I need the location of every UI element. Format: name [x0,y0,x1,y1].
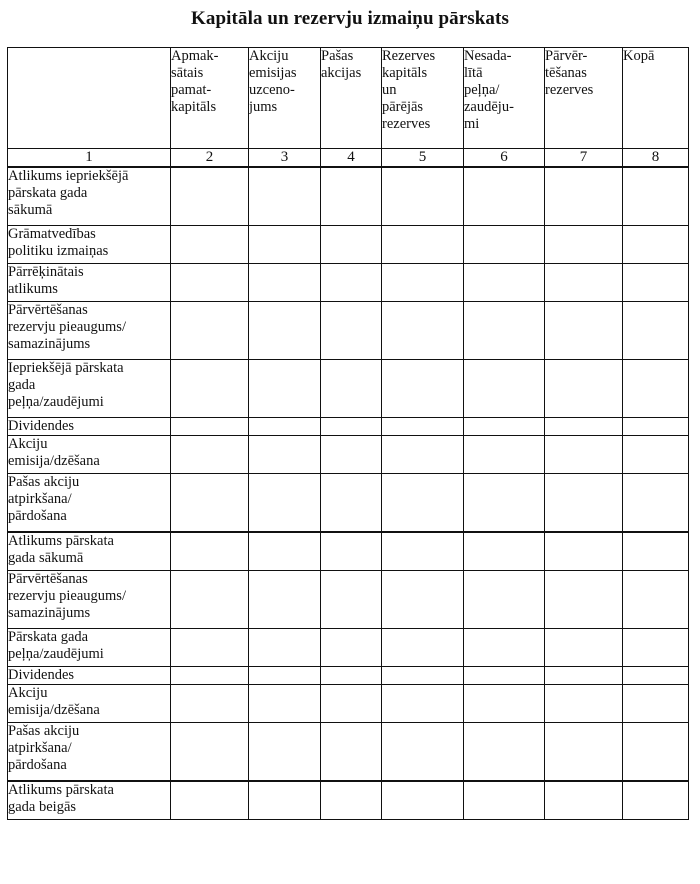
column-header-label-3: Akciju emisijas uzceno- jums [249,48,297,115]
column-number-row [8,149,689,168]
column-header-2 [171,48,249,149]
value-cell[interactable] [321,436,382,474]
value-cell[interactable] [321,532,382,571]
row-label: Atlikums pārskata gada beigās [8,782,114,815]
value-cell[interactable] [623,302,689,360]
column-number-4: 4 [321,149,382,168]
row-label-cell [8,629,171,667]
row-label-cell [8,436,171,474]
value-cell[interactable] [545,781,623,820]
value-cell[interactable] [171,436,249,474]
value-cell[interactable] [321,418,382,436]
value-cell[interactable] [382,360,464,418]
value-cell[interactable] [382,685,464,723]
value-cell[interactable] [171,571,249,629]
value-cell[interactable] [249,723,321,782]
value-cell[interactable] [321,685,382,723]
table-row [8,667,689,685]
value-cell[interactable] [545,532,623,571]
value-cell[interactable] [249,302,321,360]
value-cell[interactable] [623,723,689,782]
value-cell[interactable] [545,571,623,629]
row-label-cell [8,302,171,360]
value-cell[interactable] [171,685,249,723]
value-cell[interactable] [545,723,623,782]
value-cell[interactable] [464,474,545,533]
value-cell[interactable] [382,532,464,571]
value-cell[interactable] [171,629,249,667]
value-cell[interactable] [382,723,464,782]
column-number-7: 7 [545,149,623,168]
row-label: Pārvērtēšanas rezervju pieaugums/ samazinājums [8,571,126,621]
value-cell[interactable] [249,781,321,820]
value-cell[interactable] [249,532,321,571]
row-label: Dividendes [8,418,75,434]
value-cell[interactable] [623,781,689,820]
value-cell[interactable] [545,436,623,474]
value-cell[interactable] [464,302,545,360]
value-cell[interactable] [321,360,382,418]
table-row [8,474,689,533]
column-header-7 [545,48,623,149]
value-cell[interactable] [545,226,623,264]
table-row [8,436,689,474]
table-row [8,360,689,418]
row-label: Dividendes [8,667,75,683]
row-label: Grāmatvedības politiku izmaiņas [8,226,109,259]
value-cell[interactable] [623,474,689,533]
value-cell[interactable] [623,360,689,418]
column-number-1: 1 [8,149,171,168]
value-cell[interactable] [623,629,689,667]
row-label-cell [8,685,171,723]
value-cell[interactable] [545,360,623,418]
table-row [8,532,689,571]
value-cell[interactable] [464,723,545,782]
value-cell[interactable] [171,781,249,820]
row-label-cell [8,723,171,782]
table-row [8,264,689,302]
column-header-3 [249,48,321,149]
column-number-3: 3 [249,149,321,168]
value-cell[interactable] [382,629,464,667]
row-label: Atlikums pārskata gada sākumā [8,533,114,566]
value-cell[interactable] [623,667,689,685]
column-header-row [8,48,689,149]
value-cell[interactable] [382,302,464,360]
row-label: Pašas akciju atpirkšana/ pārdošana [8,723,80,773]
value-cell[interactable] [382,264,464,302]
row-label-cell [8,474,171,533]
value-cell[interactable] [382,667,464,685]
value-cell[interactable] [623,418,689,436]
row-label-cell [8,226,171,264]
value-cell[interactable] [464,685,545,723]
row-label-cell [8,571,171,629]
value-cell[interactable] [382,474,464,533]
value-cell[interactable] [382,226,464,264]
page-title: Kapitāla un rezervju izmaiņu pārskats [191,8,509,29]
table-body [8,167,689,820]
column-header-label-8: Kopā [623,48,655,64]
value-cell[interactable] [382,436,464,474]
value-cell[interactable] [545,667,623,685]
column-header-8 [623,48,689,149]
table-row [8,418,689,436]
row-label: Pārvērtēšanas rezervju pieaugums/ samazinājums [8,302,126,352]
row-label: Pašas akciju atpirkšana/ pārdošana [8,474,80,524]
column-header-label-6: Nesada- lītā peļņa/ zaudēju- mi [464,48,514,132]
value-cell[interactable] [249,226,321,264]
value-cell[interactable] [171,667,249,685]
column-number-2: 2 [171,149,249,168]
value-cell[interactable] [382,571,464,629]
value-cell[interactable] [321,474,382,533]
value-cell[interactable] [464,629,545,667]
value-cell[interactable] [545,474,623,533]
value-cell[interactable] [464,418,545,436]
value-cell[interactable] [321,264,382,302]
table-row [8,781,689,820]
row-label-cell [8,781,171,820]
row-label: Akciju emisija/dzēšana [8,436,100,469]
value-cell[interactable] [321,167,382,226]
value-cell[interactable] [464,226,545,264]
value-cell[interactable] [464,436,545,474]
value-cell[interactable] [249,436,321,474]
column-header-label-5: Rezerves kapitāls un pārējās rezerves [382,48,436,132]
row-label: Atlikums iepriekšējā pārskata gada sākumā [8,168,129,218]
column-header-label-2: Apmak- sātais pamat- kapitāls [171,48,219,115]
value-cell[interactable] [545,685,623,723]
value-cell[interactable] [623,264,689,302]
column-header-label-7: Pārvēr- tēšanas rezerves [545,48,594,98]
column-number-6: 6 [464,149,545,168]
value-cell[interactable] [464,667,545,685]
value-cell[interactable] [382,781,464,820]
value-cell[interactable] [321,667,382,685]
value-cell[interactable] [623,571,689,629]
value-cell[interactable] [171,167,249,226]
value-cell[interactable] [171,532,249,571]
value-cell[interactable] [464,264,545,302]
value-cell[interactable] [171,474,249,533]
value-cell[interactable] [464,532,545,571]
value-cell[interactable] [464,571,545,629]
row-label: Pārrēķinātais atlikums [8,264,84,297]
value-cell[interactable] [623,167,689,226]
value-cell[interactable] [321,781,382,820]
row-label: Iepriekšējā pārskata gada peļņa/zaudējumi [8,360,124,410]
value-cell[interactable] [464,360,545,418]
value-cell[interactable] [171,264,249,302]
value-cell[interactable] [623,226,689,264]
value-cell[interactable] [171,302,249,360]
table-row [8,302,689,360]
equity-changes-table [7,47,689,820]
column-header-1 [8,48,171,149]
table-row [8,571,689,629]
value-cell[interactable] [171,226,249,264]
value-cell[interactable] [249,571,321,629]
value-cell[interactable] [623,532,689,571]
value-cell[interactable] [545,167,623,226]
value-cell[interactable] [249,264,321,302]
row-label-cell [8,167,171,226]
value-cell[interactable] [464,167,545,226]
value-cell[interactable] [321,629,382,667]
row-label-cell [8,532,171,571]
row-label-cell [8,360,171,418]
row-label: Pārskata gada peļņa/zaudējumi [8,629,104,662]
value-cell[interactable] [171,360,249,418]
value-cell[interactable] [464,781,545,820]
row-label-cell [8,667,171,685]
value-cell[interactable] [249,629,321,667]
value-cell[interactable] [623,436,689,474]
row-label-cell [8,264,171,302]
value-cell[interactable] [545,264,623,302]
column-number-8: 8 [623,149,689,168]
value-cell[interactable] [321,302,382,360]
value-cell[interactable] [623,685,689,723]
value-cell[interactable] [321,226,382,264]
row-label: Akciju emisija/dzēšana [8,685,100,718]
value-cell[interactable] [249,685,321,723]
value-cell[interactable] [382,167,464,226]
value-cell[interactable] [249,418,321,436]
row-label-cell [8,418,171,436]
table-row [8,167,689,226]
value-cell[interactable] [382,418,464,436]
table-row [8,226,689,264]
column-header-5 [382,48,464,149]
value-cell[interactable] [249,667,321,685]
value-cell[interactable] [321,571,382,629]
value-cell[interactable] [545,629,623,667]
value-cell[interactable] [249,360,321,418]
value-cell[interactable] [545,418,623,436]
value-cell[interactable] [171,723,249,782]
table-row [8,629,689,667]
value-cell[interactable] [249,167,321,226]
value-cell[interactable] [545,302,623,360]
value-cell[interactable] [171,418,249,436]
value-cell[interactable] [321,723,382,782]
table-row [8,685,689,723]
table-row [8,723,689,782]
column-header-4 [321,48,382,149]
column-number-5: 5 [382,149,464,168]
value-cell[interactable] [249,474,321,533]
column-header-6 [464,48,545,149]
column-header-label-4: Pašas akcijas [321,48,362,81]
